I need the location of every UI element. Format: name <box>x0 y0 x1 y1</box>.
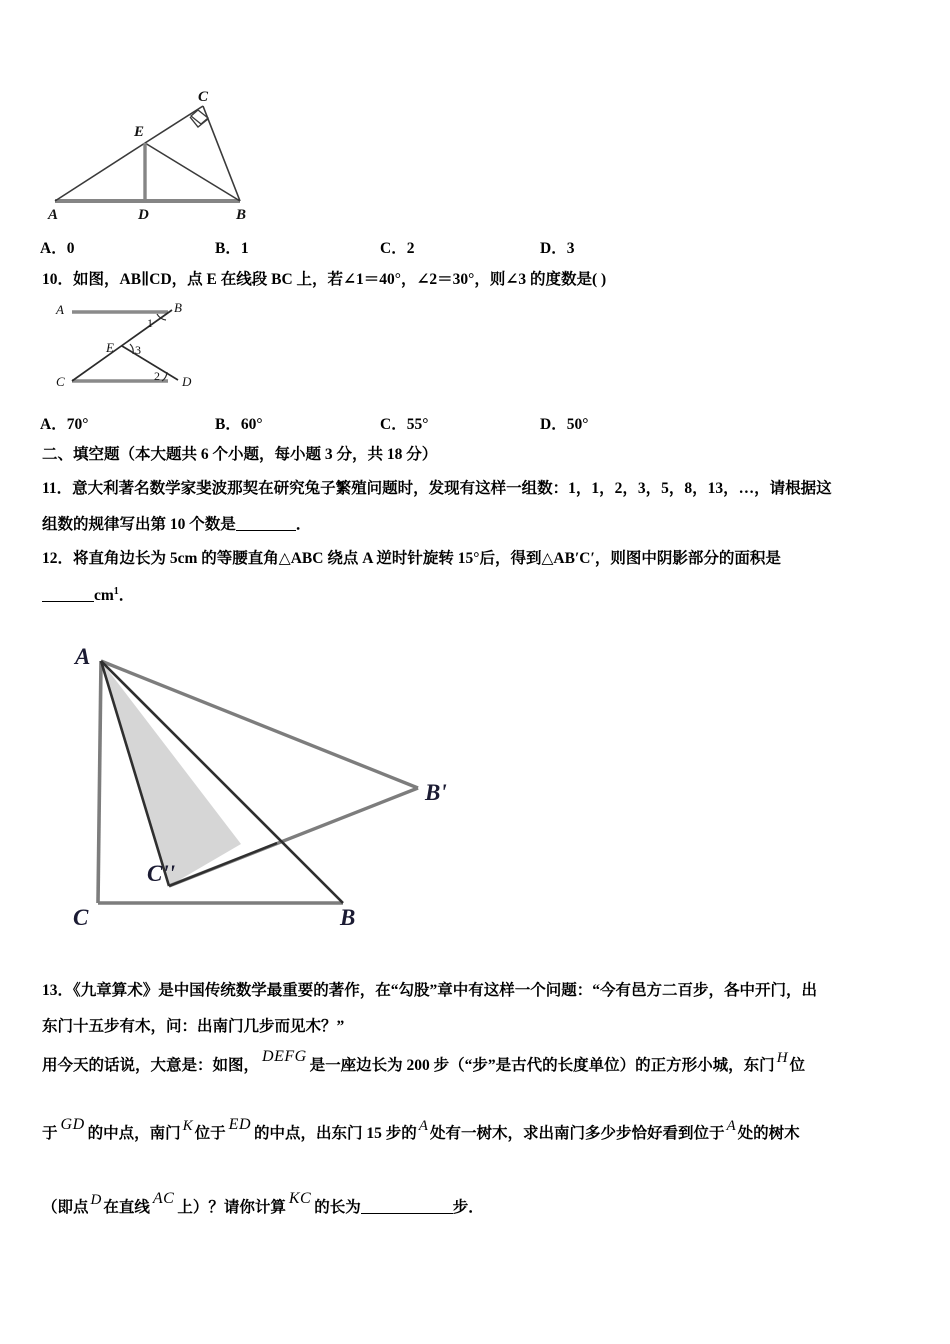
q13-text-line1: 《九章算术》是中国传统数学最重要的著作，在“勾股”章中有这样一个问题：“今有邑方二百步，各中开门，出 <box>73 982 818 999</box>
math-var-defg: DEFG <box>262 1048 307 1065</box>
math-var-d: D <box>90 1192 102 1208</box>
q13-line1 <box>42 983 817 999</box>
q10-option-b[interactable]: B．60° <box>215 416 263 433</box>
q11-line2 <box>42 517 311 533</box>
q10-option-d[interactable]: D．50° <box>540 416 589 433</box>
svg-text:E: E <box>106 340 114 355</box>
math-var-gd: GD <box>60 1116 85 1133</box>
q10-option-a[interactable]: A．70° <box>40 416 89 433</box>
q13-answer-blank[interactable] <box>361 1213 453 1214</box>
q13-line3 <box>42 1048 806 1074</box>
q9-figure-right-triangle-altitude <box>40 88 270 223</box>
q12-line1 <box>42 551 781 567</box>
q9-option-d[interactable]: D．3 <box>540 240 575 257</box>
q9-option-a[interactable]: A．0 <box>40 240 75 257</box>
q11-line1 <box>42 481 832 497</box>
q13-line4-part-e: 处有一树木，求出南门多少步恰好看到位于 <box>429 1125 725 1142</box>
math-var-a-1: A <box>418 1118 428 1134</box>
q13-line3-part-a: 用今天的话说，大意是：如图， <box>42 1057 260 1074</box>
q9-option-b[interactable]: B．1 <box>215 240 249 257</box>
q12-unit-exponent: 1 <box>113 586 119 597</box>
q11-text-line2: 组数的规律写出第 10 个数是 <box>42 516 236 533</box>
svg-text:D: D <box>138 207 149 223</box>
math-var-k: K <box>182 1118 193 1134</box>
q13-line4-part-d: 的中点，出东门 15 步的 <box>254 1125 417 1142</box>
svg-text:C: C <box>198 89 209 105</box>
svg-text:C: C <box>56 374 65 389</box>
svg-text:A: A <box>75 644 91 669</box>
q12-line2 <box>42 587 134 604</box>
svg-text:A: A <box>48 207 59 223</box>
svg-text:D: D <box>182 374 192 389</box>
q13-line5 <box>42 1190 484 1216</box>
section2-heading: 二、填空题（本大题共 6 个小题，每小题 3 分，共 18 分） <box>42 446 438 463</box>
q12-figure-rotated-triangle <box>55 628 475 938</box>
q11-number: 11． <box>42 480 73 497</box>
q13-line5-part-c: 上）？请你计算 <box>177 1199 286 1216</box>
q13-line4-part-b: 的中点，南门 <box>87 1125 181 1142</box>
q12-answer-blank[interactable] <box>42 601 94 602</box>
q12-number: 12． <box>42 550 74 567</box>
q12-period: ． <box>118 587 135 605</box>
q13-line2: 东门十五步有木，问：出南门几步而见木？” <box>42 1018 345 1035</box>
svg-text:B': B' <box>425 780 447 805</box>
q13-line4-part-c: 位于 <box>194 1125 226 1142</box>
q13-number: 13． <box>42 982 74 999</box>
q10-number: 10． <box>42 271 74 288</box>
q13-line4 <box>42 1116 800 1142</box>
q13-line5-part-d: 的长为 <box>314 1199 361 1216</box>
math-var-kc: KC <box>288 1190 312 1207</box>
svg-text:B: B <box>174 300 182 315</box>
q13-line3-part-b: 是一座边长为 200 步（“步”是古代的长度单位）的正方形小城，东门 <box>309 1057 775 1074</box>
svg-text:A: A <box>56 302 64 317</box>
q12-text-line1: 将直角边长为 5cm 的等腰直角△ABC 绕点 A 逆时针旋转 15°后，得到△AB′C′，则图中阴影部分的面积是 <box>73 550 781 567</box>
svg-text:C: C <box>73 905 89 930</box>
q9-option-c[interactable]: C．2 <box>380 240 415 257</box>
math-var-ac: AC <box>152 1190 175 1207</box>
svg-text:C'': C'' <box>147 861 176 886</box>
svg-text:B: B <box>340 905 356 930</box>
math-var-ed: ED <box>228 1116 251 1133</box>
svg-text:3: 3 <box>135 343 141 357</box>
q10-figure-parallel-lines <box>50 300 240 392</box>
svg-text:2: 2 <box>154 369 160 383</box>
q11-period: ． <box>295 516 312 533</box>
q12-unit: cm <box>94 587 114 605</box>
q13-line5-part-b: 在直线 <box>103 1199 150 1216</box>
svg-text:B: B <box>236 207 247 223</box>
math-var-a-2: A <box>726 1118 736 1134</box>
q10-stem <box>42 272 606 288</box>
q13-line4-part-a: 于 <box>42 1125 58 1142</box>
q10-text: 如图，AB∥CD，点 E 在线段 BC 上，若∠1＝40°，∠2＝30°，则∠3 的度数是( ) <box>73 271 607 288</box>
q13-line3-part-c: 位 <box>789 1057 806 1074</box>
svg-text:1: 1 <box>147 316 153 330</box>
q13-line5-part-a: （即点 <box>42 1199 89 1216</box>
q13-line4-part-f: 处的树木 <box>737 1125 800 1142</box>
q10-option-c[interactable]: C．55° <box>380 416 429 433</box>
q13-line5-part-e: 步． <box>452 1199 484 1216</box>
svg-text:E: E <box>134 124 145 140</box>
q11-text-line1: 意大利著名数学家斐波那契在研究兔子繁殖问题时，发现有这样一组数：1，1，2，3，5，8，13，…，请根据这 <box>72 480 832 497</box>
q11-answer-blank[interactable] <box>236 530 296 531</box>
math-var-h: H <box>776 1050 788 1066</box>
